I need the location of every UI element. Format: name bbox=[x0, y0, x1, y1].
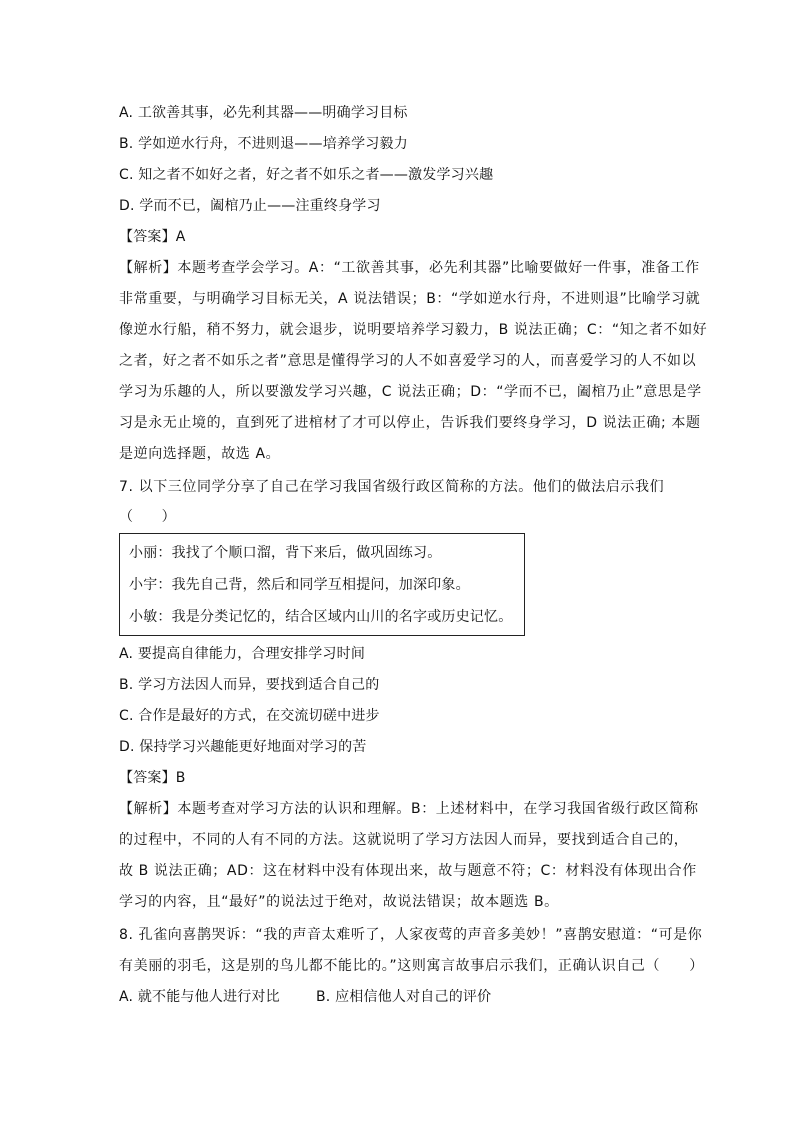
q7-option-d: D. 保持学习兴趣能更好地面对学习的苦 bbox=[119, 739, 367, 755]
q7-analysis-line: 故 B 说法正确；AD：这在材料中没有体现出来，故与题意不符；C：材料没有体现出合作 bbox=[119, 863, 697, 879]
q7-option-b: B. 学习方法因人而异，要找到适合自己的 bbox=[119, 677, 380, 693]
q6-analysis-line: 是逆向选择题，故选 A。 bbox=[119, 446, 281, 462]
q8-option-a: A. 就不能与他人进行对比 bbox=[119, 989, 280, 1005]
q6-option-b: B. 学如逆水行舟，不进则退——培养学习毅力 bbox=[119, 136, 408, 152]
q6-answer: 【答案】A bbox=[119, 229, 186, 245]
q7-option-c: C. 合作是最好的方式，在交流切磋中进步 bbox=[119, 708, 380, 724]
q6-option-a: A. 工欲善其事，必先利其器——明确学习目标 bbox=[119, 105, 408, 121]
q6-option-c: C. 知之者不如好之者，好之者不如乐之者——激发学习兴趣 bbox=[119, 167, 494, 183]
q7-stem-bracket: （ ） bbox=[119, 509, 176, 525]
q7-analysis-line: 的过程中，不同的人有不同的方法。这就说明了学习方法因人而异，要找到适合自己的， bbox=[119, 832, 689, 848]
q8-option-b: B. 应相信他人对自己的评价 bbox=[316, 989, 492, 1005]
q7-stem-line: 7. 以下三位同学分享了自己在学习我国省级行政区简称的方法。他们的做法启示我们 bbox=[119, 479, 665, 495]
q7-option-a: A. 要提高自律能力，合理安排学习时间 bbox=[119, 646, 366, 662]
q6-analysis-line: 【解析】本题考查学会学习。A：“工欲善其事，必先利其器”比喻要做好一件事，准备工作 bbox=[119, 260, 700, 276]
q7-material-line: 小宇：我先自己背，然后和同学互相提问，加深印象。 bbox=[129, 577, 470, 593]
q6-analysis-line: 非常重要，与明确学习目标无关，A 说法错误；B：“学如逆水行舟，不进则退”比喻学习就 bbox=[119, 291, 701, 307]
q7-answer: 【答案】B bbox=[119, 770, 186, 786]
q8-stem-line: 有美丽的羽毛，这是别的鸟儿都不能比的。”这则寓言故事启示我们，正确认识自己（ ） bbox=[119, 958, 704, 974]
q7-material-line: 小敏：我是分类记忆的，结合区域内山川的名字或历史记忆。 bbox=[129, 609, 513, 625]
q6-analysis-line: 习是永无止境的，直到死了进棺材了才可以停止，告诉我们要终身学习，D 说法正确; 本题 bbox=[119, 415, 701, 431]
q8-stem-line: 8. 孔雀向喜鹊哭诉：“我的声音太难听了，人家夜莺的声音多美妙！”喜鹊安慰道：“可是你 bbox=[119, 927, 703, 943]
q6-analysis-line: 学习为乐趣的人，所以要激发学习兴趣，C 说法正确；D：“学而不已，阖棺乃止”意思是学 bbox=[119, 384, 702, 400]
q7-analysis-line: 【解析】本题考查对学习方法的认识和理解。B：上述材料中，在学习我国省级行政区简称 bbox=[119, 801, 699, 817]
q6-analysis-line: 之者，好之者不如乐之者”意思是懂得学习的人不如喜爱学习的人，而喜爱学习的人不如以 bbox=[119, 353, 697, 369]
q6-option-d: D. 学而不已，阖棺乃止——注重终身学习 bbox=[119, 198, 381, 214]
q7-analysis-line: 学习的内容，且“最好”的说法过于绝对，故说法错误；故本题选 B。 bbox=[119, 894, 559, 910]
q6-analysis-line: 像逆水行船，稍不努力，就会退步，说明要培养学习毅力，B 说法正确；C：“知之者不如好 bbox=[119, 322, 708, 338]
q7-material-box bbox=[119, 533, 525, 636]
q7-material-line: 小丽：我找了个顺口溜，背下来后，做巩固练习。 bbox=[129, 545, 442, 561]
